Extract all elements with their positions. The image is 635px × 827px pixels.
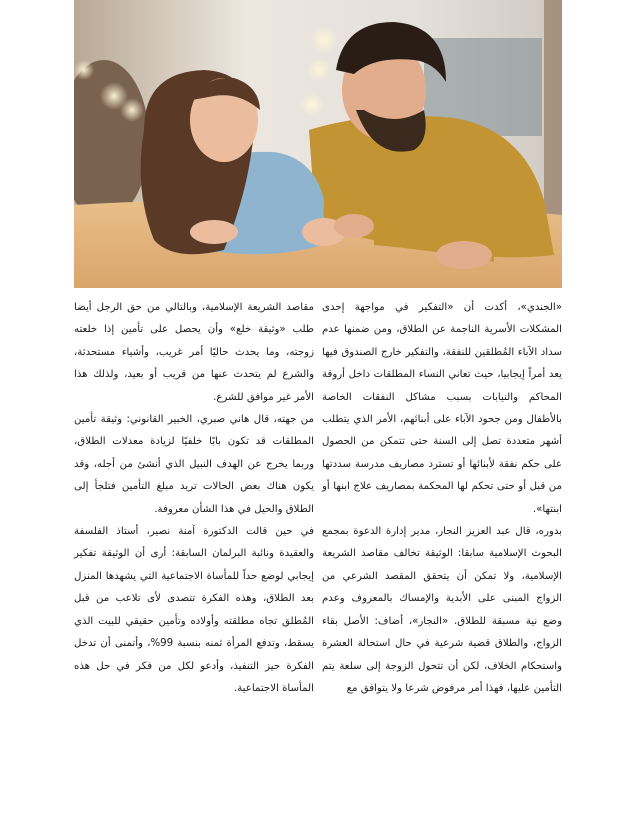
article-body [74,297,562,787]
paragraph: مقاصد الشريعة الإسلامية، وبالتالي من حق الرجل أيضا طلب «وثيقة خلع» وأن يحصل على تأمين إذا خلعته زوجته، وما يحدث حاليًا أمر غريب، وأشياء مستحدثة، والشرع لم يتحدث عنها من قريب أو بعيد، ولذلك هذا الأمر غير موافق للشرع. [74,302,314,403]
couple-photo [74,0,562,288]
paragraph: في حين قالت الدكتورة آمنة نصير، أستاذ الفلسفة والعقيدة ونائبة البرلمان السابقة: أرى أن الوثيقة تفكير إيجابي لوضع حداً للمأساة الاجتماعية التي يشهدها المنزل بعد الطلاق، وهذه الفكرة تتصدى لأى تلاعب من قبل المُطلق تجاه مطلقته وأولاده وتأمين حقيقي للبيت الذي يسقط، وتدفع المرأة ثمنه بنسبة 99%، وأتمنى أن تدخل الفكرة حيز التنفيذ، وأدعو لكل من فكر في حل هذه المأساة الاجتماعية. [74,526,315,694]
paragraph: بدوره، قال عبد العزيز النجار، مدير إدارة الدعوة بمجمع البحوث الإسلامية سابقا: الوثيقة تخالف مقاصد الشريعة الإسلامية، ولا تمكن أن يتحقق المقصد الشرعي من الزواج المبنى على الأبدية والإمساك بالمعروف وعدم وضع نية مسبقة للطلاق. «النجار»، أضاف: الأصل بقاء الزواج، والطلاق قضية شرعية في حال استحالة العشرة واستحكام الخلاف، لكن أن تتحول الزوجة إلى سلعة يتم التأمين عليها، فهذا أمر مرفوض شرعا ولا يتوافق مع [322,526,562,694]
couple-illustration [74,0,562,288]
article-column-right [322,297,562,700]
paragraph: «الجندي»، أكدت أن «التفكير في مواجهة إحدى المشكلات الأسرية الناجمة عن الطلاق، ومن ضمنها عدم سداد الآباء المُطلقين للنفقة، والتفكير خارج الصندوق فيها يعد أمراً إيجابيا، حيث تعاني النساء المطلقات داخل أروقة المحاكم والنيابات بسبب مشاكل النفقات الخاصة بالأطفال ومن جحود الآباء على أبنائهم، الأمر الذي يتطلب أشهر متعددة تصل إلى السنة حتى تتمكن من الحصول على حكم نفقة لأبنائها أو تسترد مصاريف مدرسة سددتها من قبل أو حتى تحكم لها المحكمة بمصاريف علاج ابنها أو ابنتها». [322,302,562,515]
paragraph: من جهته، قال هاني صبري، الخبير القانوني: وثيقة تأمين المطلقات قد تكون بابًا خلفيًا لزيادة معدلات الطلاق، وربما يخرج عن الهدف النبيل الذي أنشئ من أجله، وقد يكون هناك بعض الحالات تريد مبلغ التأمين فتلجأ إلى الطلاق والحيل في هذا الشأن معروفة. [74,414,314,515]
article-column-left [74,297,314,700]
